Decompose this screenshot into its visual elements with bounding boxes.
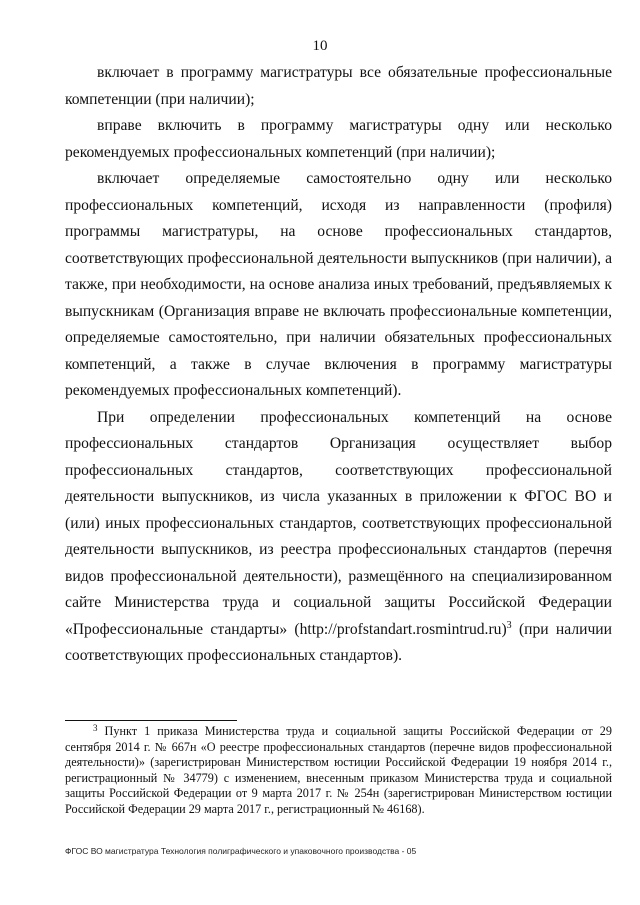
paragraph-3: включает определяемые самостоятельно одну или несколько профессиональных компетенций, исходя из направленности (профиля) программы магистратуры, на основе профессиональных стандартов, соответствующих профессиональной деятельности выпускников (при наличии), а также, при необходимости, на основе анализа иных требований, предъявляемых к выпускникам (Организация вправе не включать профессиональные компетенции, определяемые самостоятельно, при наличии обязательных профессиональных компетенций, а также в случае включения в программу магистратуры рекомендуемых профессиональных компетенций). (65, 170, 612, 399)
footnote-text: Пункт 1 приказа Министерства труда и социальной защиты Российской Федерации от 29 сентября 2014 г. № 667н «О реестре профессиональных стандартов (перечне видов профессиональной деятельности)» (зарегистрирован Министерством юстиции Российской Федерации 19 ноября 2014 г., регистрационный № 34779) с изменением, внесенным приказом Министерства труда и социальной защиты Российской Федерации от 9 марта 2017 г. № 254н (зарегистрирован Министерством юстиции Российской Федерации 29 марта 2017 г., регистрационный № 46168). (65, 724, 612, 816)
paragraph-4 (65, 405, 612, 670)
footnote-separator (65, 720, 237, 721)
page-footer: ФГОС ВО магистратура Технология полиграфического и упаковочного производства - 05 (65, 846, 417, 856)
footnote (65, 724, 612, 818)
footnote-mark: 3 (93, 723, 98, 733)
page-number: 10 (312, 38, 328, 54)
body-text (65, 60, 612, 670)
paragraph-1: включает в программу магистратуры все обязательные профессиональные компетенции (при наличии); (65, 64, 612, 108)
paragraph-2: вправе включить в программу магистратуры одну или несколько рекомендуемых профессиональных компетенций (при наличии); (65, 117, 612, 161)
paragraph-4-text: При определении профессиональных компетенций на основе профессиональных стандартов Организация осуществляет выбор профессиональных стандартов, соответствующих профессиональной деятельности выпускников, из числа указанных в приложении к ФГОС ВО и (или) иных профессиональных стандартов, соответствующих профессиональной деятельности выпускников, из реестра профессиональных стандартов (перечня видов профессиональной деятельности), размещённого на специализированном сайте Министерства труда и социальной защиты Российской Федерации «Профессиональные стандарты» (http://profstandart.rosmintrud.ru) (65, 408, 612, 638)
paragraph-4-tail: (при наличии соответствующих профессиональных стандартов). (65, 620, 612, 664)
footnote-reference: 3 (506, 619, 512, 631)
